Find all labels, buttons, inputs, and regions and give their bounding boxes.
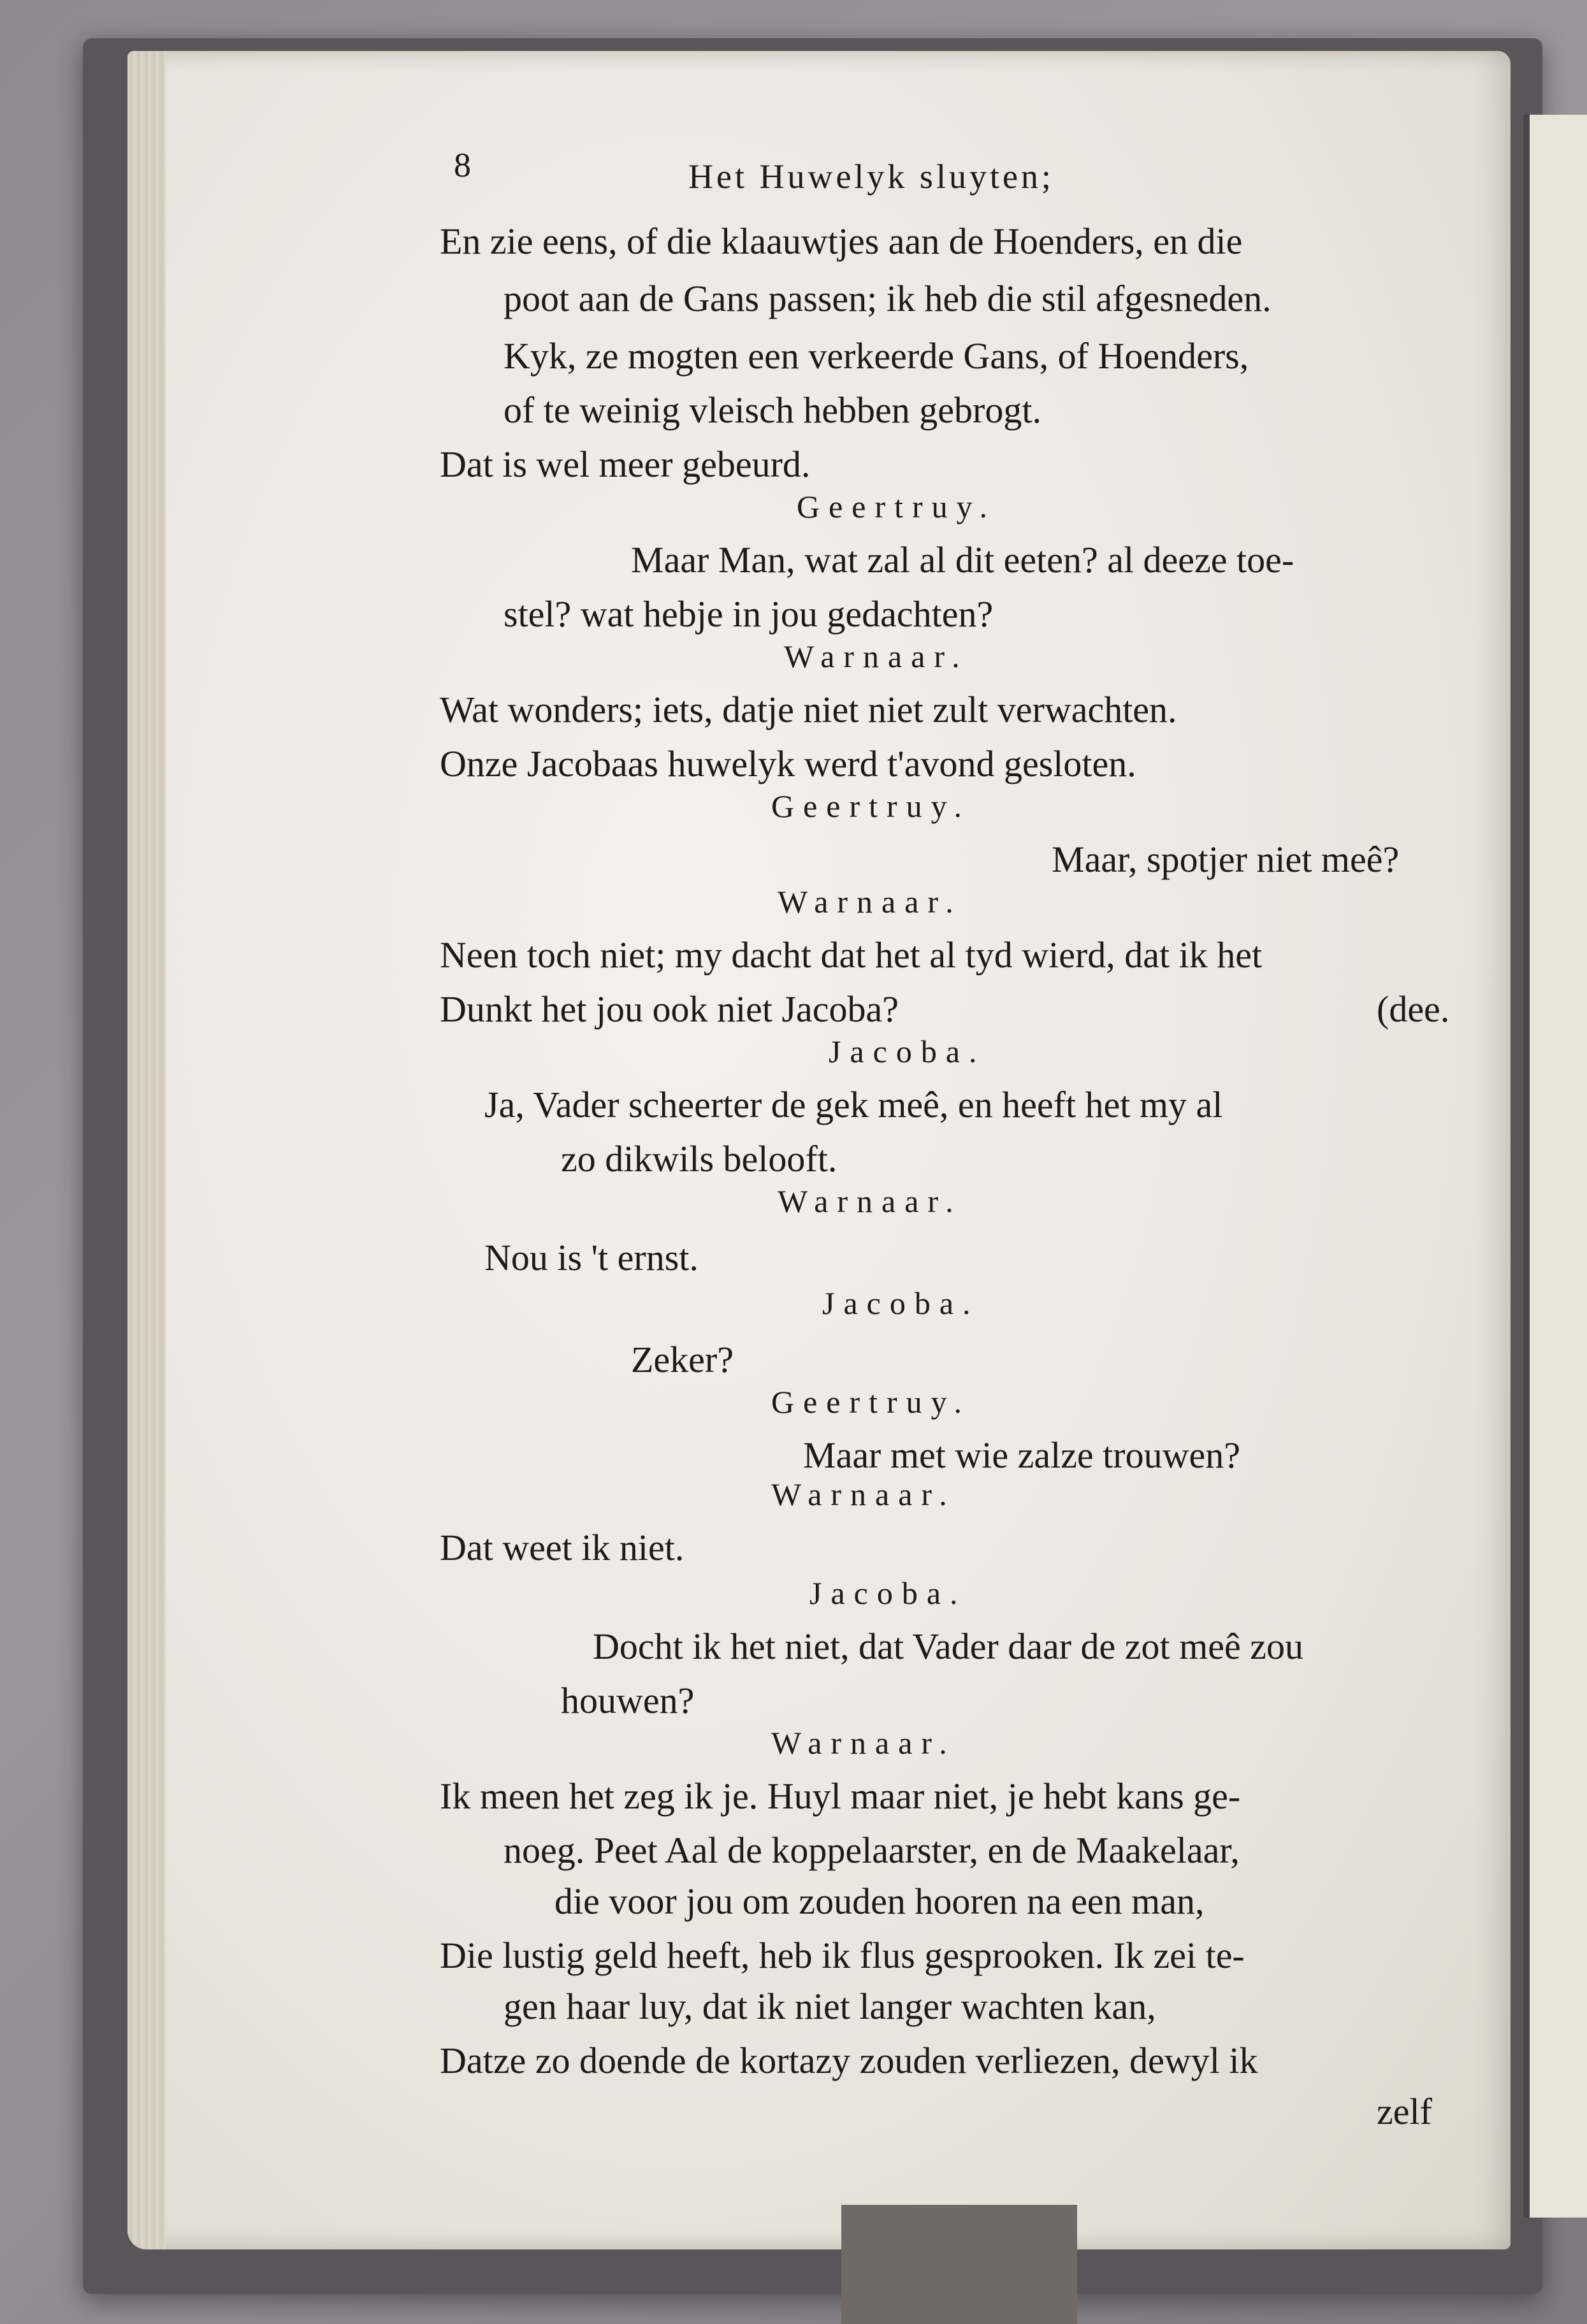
text-line: Ik meen het zeg ik je. Huyl maar niet, je hebt kans ge- [440,1775,1241,1817]
text-line: Dat weet ik niet. [440,1527,685,1568]
speaker-name: Jacoba. [822,1285,980,1321]
speaker-name: Jacoba. [809,1575,967,1611]
text-line: noeg. Peet Aal de koppelaarster, en de Maakelaar, [504,1830,1240,1871]
text-line: Nou is 't ernst. [484,1237,699,1278]
speaker-name: Warnaar. [778,884,962,920]
text-line: Die lustig geld heeft, heb ik flus gesprooken. Ik zei te- [440,1935,1245,1976]
speaker-name: Warnaar. [771,1476,956,1512]
text-line: of te weinig vleisch hebben gebrogt. [504,389,1041,431]
text-line: Maar Man, wat zal al dit eeten? al deeze toe- [631,539,1294,581]
text-line: Kyk, ze mogten een verkeerde Gans, of Hoenders, [504,335,1249,377]
text-line: zelf [1377,2091,1432,2132]
speaker-name: Warnaar. [778,1183,962,1219]
text-line: Zeker? [631,1339,734,1380]
text-line: Docht ik het niet, dat Vader daar de zot meê zou [593,1626,1303,1667]
text-line: gen haar luy, dat ik niet langer wachten kan, [504,1986,1156,2027]
speaker-name: Geertruy. [771,788,971,824]
text-line: houwen? [561,1680,695,1721]
text-line: Maar met wie zalze trouwen? [803,1434,1240,1476]
speaker-name: Warnaar. [771,1725,956,1761]
text-line: Wat wonders; iets, datje niet niet zult verwachten. [440,689,1177,730]
page-number: 8 [454,146,471,184]
text-line: Ja, Vader scheerter de gek meê, en heeft het my al [484,1084,1223,1125]
text-line: (dee. [1377,988,1450,1030]
speaker-name: Geertruy. [771,1384,971,1420]
text-line: zo dikwils belooft. [561,1138,837,1180]
speaker-name: Geertruy. [797,489,996,524]
speaker-name: Warnaar. [784,639,969,674]
text-line: die voor jou om zouden hooren na een man, [554,1880,1205,1922]
text-line: Dat is wel meer gebeurd. [440,444,811,485]
text-line: Neen toch niet; my dacht dat het al tyd wierd, dat ik het [440,934,1263,976]
text-line: Dunkt het jou ook niet Jacoba? [440,988,899,1030]
text-line: Datze zo doende de kortazy zouden verliezen, dewyl ik [440,2040,1258,2081]
text-line: Maar, spotjer niet meê? [1052,839,1400,880]
text-line: poot aan de Gans passen; ik heb die stil afgesneden. [504,278,1272,319]
running-head: Het Huwelyk sluyten; [688,157,1054,196]
text-line: stel? wat hebje in jou gedachten? [504,593,994,635]
text-line: Onze Jacobaas huwelyk werd t'avond gesloten. [440,743,1136,784]
speaker-name: Jacoba. [829,1034,986,1069]
text-line: En zie eens, of die klaauwtjes aan de Hoenders, en die [440,220,1243,262]
